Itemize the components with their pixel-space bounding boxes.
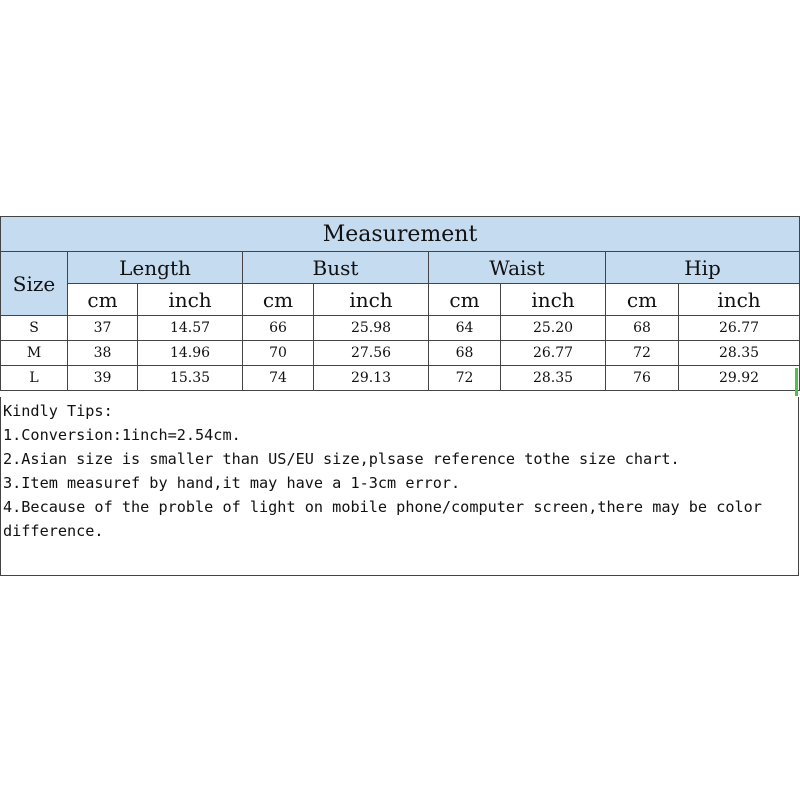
table-cell: 37: [68, 316, 138, 341]
table-cell: 39: [68, 366, 138, 391]
unit-header: inch: [679, 284, 800, 316]
table-cell: 68: [606, 316, 679, 341]
tip-item: 2.Asian size is smaller than US/EU size,plsase reference tothe size chart.: [3, 450, 680, 468]
table-cell: 29.13: [314, 366, 429, 391]
table-cell: 70: [243, 341, 314, 366]
size-cell: L: [1, 366, 68, 391]
tip-item: 3.Item measuref by hand,it may have a 1-3cm error.: [3, 474, 461, 492]
table-cell: 25.98: [314, 316, 429, 341]
table-cell: 14.96: [138, 341, 243, 366]
table-cell: 72: [606, 341, 679, 366]
table-cell: 64: [429, 316, 501, 341]
size-cell: S: [1, 316, 68, 341]
edge-marker: [795, 368, 798, 396]
unit-header: cm: [68, 284, 138, 316]
table-cell: 25.20: [501, 316, 606, 341]
table-cell: 68: [429, 341, 501, 366]
group-header-waist: Waist: [429, 252, 606, 284]
group-header-length: Length: [68, 252, 243, 284]
table-cell: 28.35: [501, 366, 606, 391]
table-cell: 38: [68, 341, 138, 366]
table-title: Measurement: [1, 217, 800, 252]
table-cell: 72: [429, 366, 501, 391]
size-column-header: Size: [1, 252, 68, 316]
table-row: [1, 341, 800, 366]
group-header-hip: Hip: [606, 252, 800, 284]
size-table: [0, 216, 800, 391]
table-cell: 26.77: [501, 341, 606, 366]
unit-header: inch: [138, 284, 243, 316]
table-cell: 66: [243, 316, 314, 341]
table-cell: 74: [243, 366, 314, 391]
table-cell: 14.57: [138, 316, 243, 341]
table-cell: 27.56: [314, 341, 429, 366]
table-cell: 26.77: [679, 316, 800, 341]
tip-item: 4.Because of the proble of light on mobile phone/computer screen,there may be color difference.: [3, 498, 772, 540]
group-header-bust: Bust: [243, 252, 429, 284]
table-row: [1, 316, 800, 341]
unit-header: inch: [501, 284, 606, 316]
kindly-tips: [0, 397, 799, 576]
tips-heading: Kindly Tips:: [3, 402, 113, 420]
size-cell: M: [1, 341, 68, 366]
tip-item: 1.Conversion:1inch=2.54cm.: [3, 426, 241, 444]
unit-header: inch: [314, 284, 429, 316]
unit-header: cm: [606, 284, 679, 316]
table-cell: 76: [606, 366, 679, 391]
unit-header: cm: [243, 284, 314, 316]
table-cell: 29.92: [679, 366, 800, 391]
table-row: [1, 366, 800, 391]
table-cell: 15.35: [138, 366, 243, 391]
table-cell: 28.35: [679, 341, 800, 366]
unit-header: cm: [429, 284, 501, 316]
